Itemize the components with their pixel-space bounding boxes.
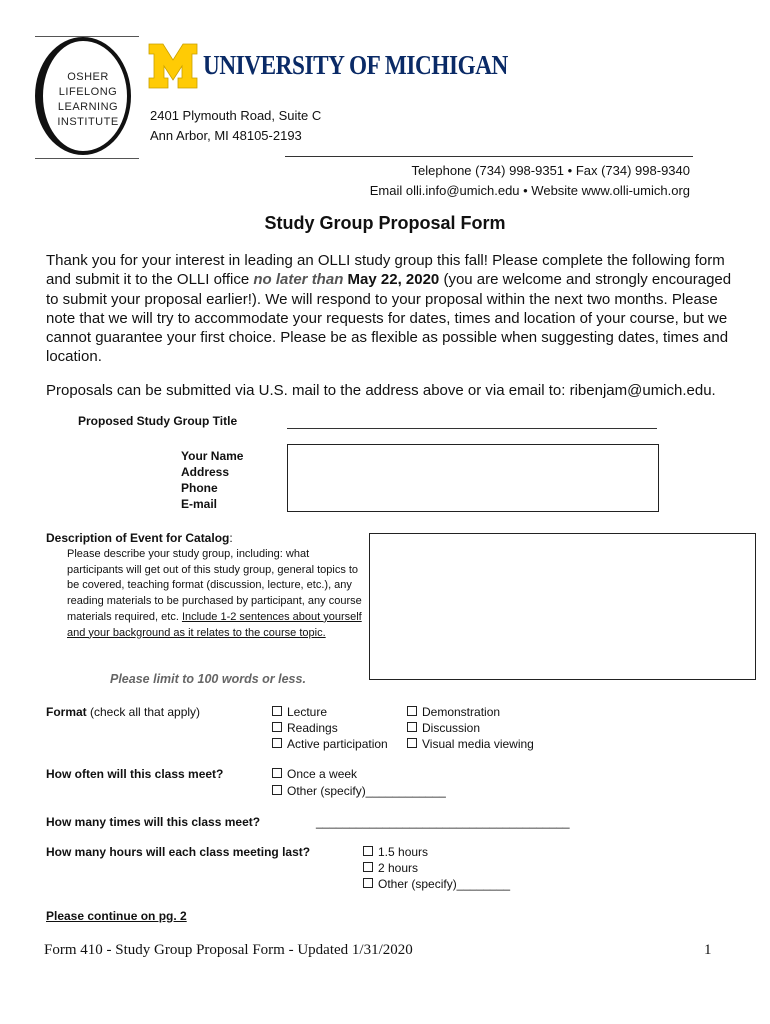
continue-note: Please continue on pg. 2 bbox=[46, 909, 187, 923]
format-option-discussion[interactable] bbox=[407, 721, 480, 735]
description-help-underlined: Include 1-2 sentences about yourself and your background as it relates to the course topic. bbox=[67, 610, 362, 639]
format-option-lecture[interactable] bbox=[272, 705, 327, 719]
checkbox-icon[interactable] bbox=[407, 722, 417, 732]
university-block-m-logo bbox=[147, 40, 199, 92]
format-option-demonstration[interactable] bbox=[407, 705, 500, 719]
intro-deadline-phrase: no later than bbox=[253, 271, 344, 289]
footer-form-id: Form 410 - Study Group Proposal Form - Updated 1/31/2020 bbox=[44, 942, 413, 958]
osher-line: LIFELONG bbox=[58, 86, 118, 98]
format-option-visual-media[interactable] bbox=[407, 737, 534, 751]
phone-fax-line: Telephone (734) 998-9351 • Fax (734) 998-9340 bbox=[411, 163, 690, 178]
hours-option-1-5[interactable] bbox=[363, 845, 428, 859]
study-group-title-label: Proposed Study Group Title bbox=[78, 414, 238, 428]
checkbox-icon[interactable] bbox=[272, 706, 282, 716]
frequency-option-other[interactable] bbox=[272, 784, 446, 798]
checkbox-icon[interactable] bbox=[363, 862, 373, 872]
your-name-label: Your Name bbox=[181, 449, 244, 463]
email-label: E-mail bbox=[181, 497, 218, 511]
format-option-readings[interactable] bbox=[272, 721, 338, 735]
checkbox-icon[interactable] bbox=[363, 878, 373, 888]
frequency-option-weekly[interactable] bbox=[272, 767, 357, 781]
meeting-count-field[interactable]: ______________________________________ bbox=[316, 815, 570, 829]
option-label: Active participation bbox=[287, 737, 388, 751]
checkbox-icon[interactable] bbox=[272, 738, 282, 748]
word-limit-note: Please limit to 100 words or less. bbox=[110, 672, 306, 686]
university-name: UNIVERSITY OF MICHIGAN bbox=[203, 50, 508, 80]
option-label: Once a week bbox=[287, 767, 358, 781]
meeting-count-label: How many times will this class meet? bbox=[46, 815, 261, 829]
option-label: Readings bbox=[287, 721, 338, 735]
address-line-1: 2401 Plymouth Road, Suite C bbox=[150, 108, 322, 123]
option-label: Demonstration bbox=[422, 705, 501, 719]
description-box[interactable] bbox=[369, 533, 756, 680]
page-number: 1 bbox=[704, 942, 712, 958]
checkbox-icon[interactable] bbox=[407, 706, 417, 716]
intro-text-part2: (you are welcome and strongly encouraged to submit your proposal earlier!). We will respond to your proposal within the next two months. Please note that we will try to accommodate your requests for dates, times and location of your course, but we cannot guarantee your first choice. Please be as flexible as possible when suggesting dates, times and location. bbox=[46, 271, 732, 366]
osher-line: INSTITUTE bbox=[57, 116, 119, 128]
checkbox-icon[interactable] bbox=[407, 738, 417, 748]
hours-option-2[interactable] bbox=[363, 861, 418, 875]
intro-deadline-date: May 22, 2020 bbox=[347, 271, 440, 289]
option-label: Visual media viewing bbox=[422, 737, 534, 751]
format-hint: (check all that apply) bbox=[86, 705, 201, 719]
form-title: Study Group Proposal Form bbox=[264, 213, 506, 233]
osher-logo-text bbox=[48, 70, 128, 130]
option-label: Lecture bbox=[287, 705, 328, 719]
meeting-length-label: How many hours will each class meeting last? bbox=[46, 845, 311, 859]
hours-option-other[interactable] bbox=[363, 877, 510, 891]
description-help-main: Please describe your study group, including: what participants will get out of this study group, general topics to be covered, teaching format (discussion, lecture, etc.), any reading materials to be purchased by participant, any course materials required, etc. bbox=[67, 548, 362, 623]
description-label-text: Description of Event for Catalog bbox=[46, 531, 230, 545]
intro-paragraph bbox=[46, 251, 736, 367]
phone-label: Phone bbox=[181, 481, 218, 495]
format-label-bold: Format bbox=[46, 705, 87, 719]
option-label: 2 hours bbox=[378, 861, 419, 875]
description-label bbox=[46, 531, 233, 545]
header-rule bbox=[285, 156, 693, 157]
option-label: Other (specify)____________ bbox=[287, 784, 446, 798]
checkbox-icon[interactable] bbox=[272, 785, 282, 795]
address-line-2: Ann Arbor, MI 48105-2193 bbox=[150, 128, 302, 143]
option-label: Discussion bbox=[422, 721, 481, 735]
osher-bottom-rule bbox=[35, 158, 139, 159]
proposals-instructions: Proposals can be submitted via U.S. mail to the address above or via email to: ribenjam@umich.edu. bbox=[46, 382, 716, 399]
option-label: Other (specify)________ bbox=[378, 877, 511, 891]
description-help-text bbox=[67, 547, 367, 641]
email-website-line: Email olli.info@umich.edu • Website www.olli-umich.org bbox=[369, 183, 690, 198]
osher-line: OSHER bbox=[67, 71, 109, 83]
option-label: 1.5 hours bbox=[378, 845, 429, 859]
study-group-title-field[interactable] bbox=[287, 428, 657, 429]
description-label-colon: : bbox=[229, 531, 233, 545]
checkbox-icon[interactable] bbox=[272, 768, 282, 778]
address-label: Address bbox=[181, 465, 230, 479]
intro-text-part1: Thank you for your interest in leading an OLLI study group this fall! Please complete the following form and submit it to the OLLI office bbox=[46, 252, 725, 289]
frequency-label: How often will this class meet? bbox=[46, 767, 224, 781]
checkbox-icon[interactable] bbox=[363, 846, 373, 856]
format-option-active-participation[interactable] bbox=[272, 737, 388, 751]
osher-line: LEARNING bbox=[57, 101, 119, 113]
format-label bbox=[46, 705, 200, 719]
contact-info-box[interactable] bbox=[287, 444, 659, 512]
checkbox-icon[interactable] bbox=[272, 722, 282, 732]
